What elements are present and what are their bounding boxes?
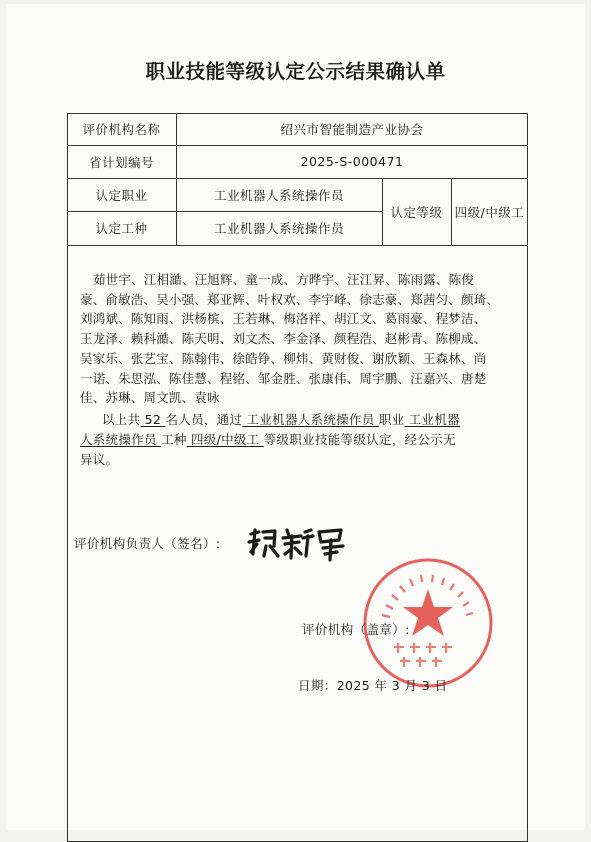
names-line: 刘鸿斌、陈知雨、洪杨槟、王若琳、梅洛祥、胡江文、葛雨豪、程梦洁、 [80, 311, 487, 327]
summary-text: 名人员，通过 [165, 412, 243, 427]
org-label: 评价机构名称 [82, 122, 161, 137]
names-line: 茹世宇、江相澔、汪旭辉、童一成、方晔宇、汪江昇、陈雨露、陈俊 [93, 272, 475, 287]
org-value: 绍兴市智能制造产业协会 [280, 122, 424, 137]
summary-text: 等级职业技能等级认定，经公示无 [263, 432, 456, 447]
names-line: 王龙泽、赖科澔、陈天明、刘文杰、李金泽、颜程浩、赵彬青、陈柳成、 [80, 331, 487, 347]
occupation-value: 工业机器人系统操作员 [213, 187, 344, 203]
names-line: 佳、苏琳、周文凯、袁咏 [80, 390, 220, 406]
level-label: 认定等级 [390, 204, 443, 220]
document-title: 职业技能等级认定公示结果确认单 [145, 60, 446, 83]
summary-paragraph [80, 410, 520, 470]
names-line: 吴家乐、张艺宝、陈翰伟、徐皓铮、柳炜、黄财俊、谢欣颖、王森林、尚 [80, 350, 487, 366]
names-list [80, 270, 513, 408]
occupation-underlined: 工业机器人系统操作员 [242, 412, 379, 427]
signature-label: 评价机构负责人（签名）: [74, 536, 221, 551]
person-count: 52 [140, 412, 166, 427]
names-line: 一诺、朱思泓、陈佳慧、程铭、邹金胜、张康伟、周宇鹏、汪嘉兴、唐楚 [80, 370, 487, 386]
summary-text: 异议。 [80, 452, 119, 467]
plan-value: 2025-S-000471 [300, 154, 404, 169]
names-line: 豪、俞敏浩、吴小强、郑亚辉、叶权欢、李宇峰、徐志豪、郑茜匀、颜琦、 [80, 291, 500, 307]
occupation-label: 认定职业 [95, 187, 148, 203]
trade-underlined: 工业机器 [404, 412, 460, 427]
trade-underlined: 人系统操作员 [80, 432, 162, 447]
level-value: 四级/中级工 [454, 204, 525, 220]
handwritten-signature [245, 524, 355, 564]
plan-label: 省计划编号 [88, 154, 154, 170]
level-underlined: 四级/中级工 [186, 432, 264, 447]
trade-value: 工业机器人系统操作员 [213, 221, 344, 236]
summary-text: 工种 [161, 432, 187, 447]
stamp-label: 评价机构（盖章）: [302, 622, 410, 637]
summary-text: 以上共 [102, 412, 141, 427]
row-divider [67, 245, 528, 246]
trade-label: 认定工种 [95, 221, 148, 236]
date-line: 日期：2025 年 3 月 3 日 [298, 678, 448, 693]
summary-text: 职业 [378, 412, 405, 427]
